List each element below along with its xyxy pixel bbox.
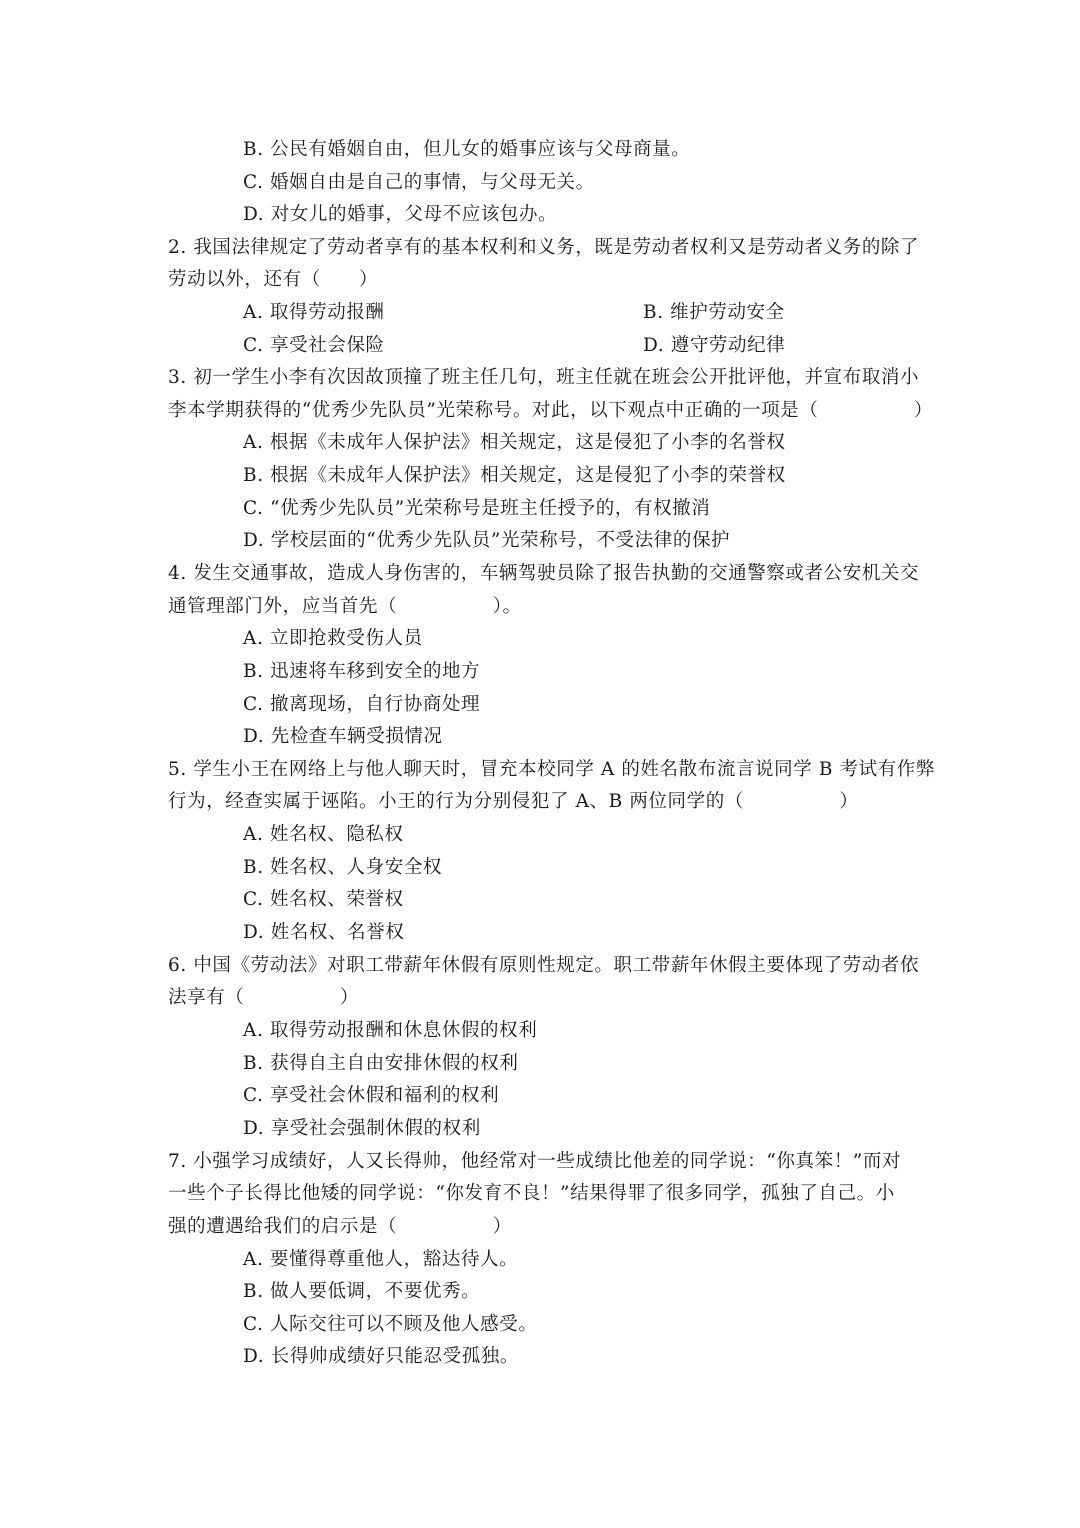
q1-option-d: D. 对女儿的婚事，父母不应该包办。 [243,204,558,225]
q5-option-d: D. 姓名权、名誉权 [243,922,405,943]
q3-option-d: D. 学校层面的“优秀少先队员”光荣称号，不受法律的保护 [243,530,731,551]
q6-option-c: C. 享受社会休假和福利的权利 [243,1085,500,1106]
q5-stem-line-1: 5. 学生小王在网络上与他人聊天时，冒充本校同学 A 的姓名散布流言说同学 B 考试有作弊 [168,759,936,780]
q4-option-d: D. 先检查车辆受损情况 [243,726,443,747]
q6-stem-line-1: 6. 中国《劳动法》对职工带薪年休假有原则性规定。职工带薪年休假主要体现了劳动者依 [168,955,920,976]
q4-stem-line-2: 通管理部门外，应当首先（ ）。 [168,596,522,617]
q4-stem-line-1: 4. 发生交通事故，造成人身伤害的，车辆驾驶员除了报告执勤的交通警察或者公安机关交 [168,563,920,584]
q1-option-c: C. 婚姻自由是自己的事情，与父母无关。 [243,172,595,193]
q4-option-b: B. 迅速将车移到安全的地方 [243,661,481,682]
q2-stem-line-1: 2. 我国法律规定了劳动者享有的基本权利和义务，既是劳动者权利又是劳动者义务的除了 [168,237,920,258]
q6-option-d: D. 享受社会强制休假的权利 [243,1118,481,1139]
q7-option-d: D. 长得帅成绩好只能忍受孤独。 [243,1346,520,1367]
q7-option-b: B. 做人要低调，不要优秀。 [243,1281,481,1302]
q2-option-a: A. 取得劳动报酬 [243,302,385,323]
q2-option-b: B. 维护劳动安全 [643,302,785,323]
q1-option-b: B. 公民有婚姻自由，但儿女的婚事应该与父母商量。 [243,139,691,160]
q6-stem-line-2: 法享有（ ） [168,987,360,1008]
q7-stem-line-2: 一些个子长得比他矮的同学说：“你发育不良！”结果得罪了很多同学，孤独了自己。小 [168,1183,895,1204]
q6-option-a: A. 取得劳动报酬和休息休假的权利 [243,1020,538,1041]
q3-option-a: A. 根据《未成年人保护法》相关规定，这是侵犯了小李的名誉权 [243,432,786,453]
q5-stem-line-2: 行为，经查实属于诬陷。小王的行为分别侵犯了 A、B 两位同学的（ ） [168,791,859,812]
q7-option-c: C. 人际交往可以不顾及他人感受。 [243,1314,538,1335]
q7-stem-line-1: 7. 小强学习成绩好，人又长得帅，他经常对一些成绩比他差的同学说：“你真笨！”而对 [168,1151,902,1172]
q2-option-c: C. 享受社会保险 [243,335,385,356]
q3-option-c: C. “优秀少先队员”光荣称号是班主任授予的，有权撤消 [243,498,711,519]
q7-stem-line-3: 强的遭遇给我们的启示是（ ） [168,1216,512,1237]
q5-option-c: C. 姓名权、荣誉权 [243,889,404,910]
q3-stem-line-2: 李本学期获得的“优秀少先队员”光荣称号。对此，以下观点中正确的一项是（ ） [168,400,934,421]
q4-option-a: A. 立即抢救受伤人员 [243,628,423,649]
q3-option-b: B. 根据《未成年人保护法》相关规定，这是侵犯了小李的荣誉权 [243,465,786,486]
q2-option-d: D. 遵守劳动纪律 [643,335,786,356]
q6-option-b: B. 获得自主自由安排休假的权利 [243,1053,519,1074]
q7-option-a: A. 要懂得尊重他人，豁达待人。 [243,1249,519,1270]
q3-stem-line-1: 3. 初一学生小李有次因故顶撞了班主任几句，班主任就在班会公开批评他，并宣布取消小 [168,367,920,388]
q5-option-a: A. 姓名权、隐私权 [243,824,404,845]
q5-option-b: B. 姓名权、人身安全权 [243,857,443,878]
q2-stem-line-2: 劳动以外，还有（ ） [168,269,379,290]
q4-option-c: C. 撤离现场，自行协商处理 [243,694,481,715]
